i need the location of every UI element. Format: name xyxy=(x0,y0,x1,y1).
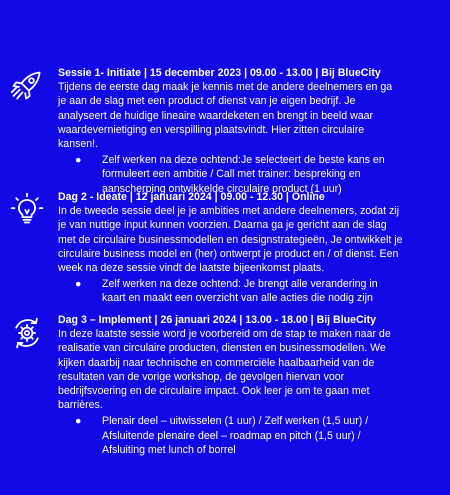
bullet-text: Zelf werken na deze ochtend:Je selecteert de beste kans en formuleert een ambitie / Call met trainer: bespreking en aanscherping ontwikkelde circulaire product (1 uur) xyxy=(102,154,385,195)
session-1-content xyxy=(58,66,403,196)
lightbulb-icon xyxy=(9,191,45,227)
session-description: In de tweede sessie deel je je ambities met andere deelnemers, zodat zij je van nuttige input kunnen voorzien. Daarna ga je gericht aan de slag met de circulaire businessmodellen en designstrategieën, Je ontwikkelt je circulaire business model en (her) ontwerpt je product en / of dienst. Een week na deze sessie vindt de laatste bijeenkomst plaats. xyxy=(58,205,403,275)
bullet-item xyxy=(58,414,403,457)
bullet-list xyxy=(58,277,403,305)
bullet-dot: ● xyxy=(75,415,82,428)
gear-cycle-icon xyxy=(9,315,45,351)
session-heading: Dag 3 – Implement | 26 januari 2024 | 13.00 - 18.00 | Bij BlueCity xyxy=(58,314,377,326)
session-description: Tijdens de eerste dag maak je kennis met de andere deelnemers en ga je aan de slag met een product of dienst van je eigen bedrijf. Je analyseert de huidige lineaire waardeketen en brengt in beeld waar waardevernietiging en verspilling plaatsvindt. Hier zitten circulaire kansen!. xyxy=(58,81,393,151)
bullet-dot: ● xyxy=(75,278,82,291)
session-heading: Dag 2 - Ideate | 12 januari 2024 | 09.00 - 12.30 | Online xyxy=(58,191,325,203)
bullet-text: Plenair deel – uitwisselen (1 uur) / Zelf werken (1,5 uur) / Afsluitende plenaire deel – roadmap en pitch (1,5 uur) / Afsluiting met lunch of borrel xyxy=(102,415,369,456)
bullet-dot: ● xyxy=(75,154,82,167)
session-description: In deze laatste sessie word je voorbereid om de stap te maken naar de realisatie van circulaire producten, diensten en businessmodellen. We kijken daarbij naar technische en commerciële haalbaarheid van de resultaten van de vorige workshop, de gevolgen hiervan voor bedrijfsvoering en de circulaire impact. Ook leer je om te gaan met barrières. xyxy=(58,328,391,412)
session-2-content xyxy=(58,190,403,306)
bullet-text: Zelf werken na deze ochtend: Je brengt alle verandering in kaart en maakt een overzicht van alle acties die nodig zijn xyxy=(102,278,378,305)
session-heading: Sessie 1- Initiate | 15 december 2023 | 09.00 - 13.00 | Bij BlueCity xyxy=(58,67,381,79)
rocket-icon xyxy=(9,68,45,104)
bullet-list xyxy=(58,414,403,457)
session-3-content xyxy=(58,313,403,457)
bullet-item xyxy=(58,277,403,305)
